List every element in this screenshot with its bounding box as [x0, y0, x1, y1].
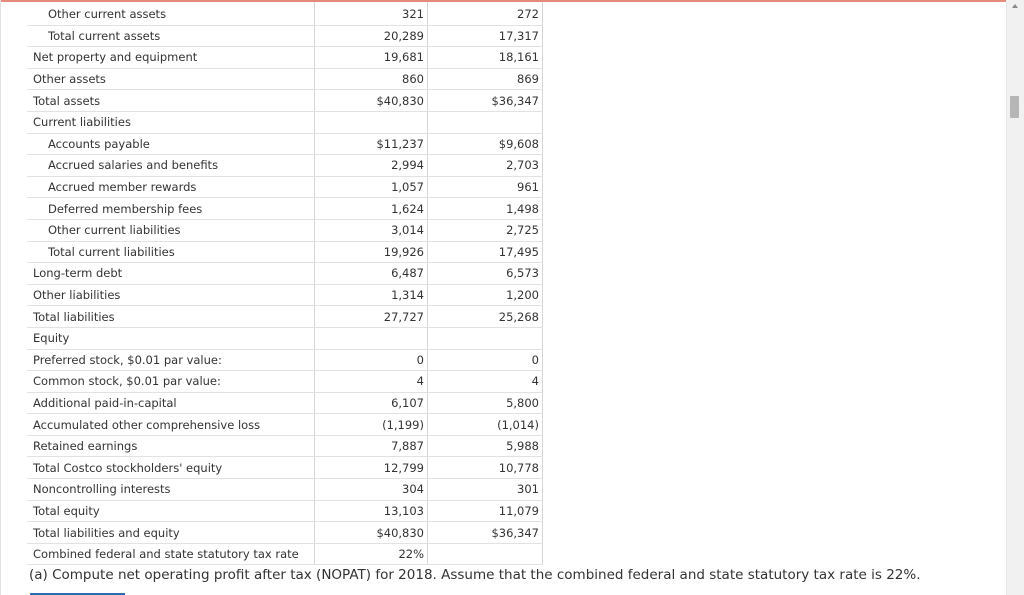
table-row	[27, 90, 543, 112]
table-row	[27, 284, 543, 306]
value-2017	[428, 543, 543, 565]
value-2017: 2,725	[428, 219, 543, 241]
row-label: Accumulated other comprehensive loss	[27, 414, 315, 436]
table-row	[27, 522, 543, 544]
value-2018: 27,727	[315, 306, 428, 328]
balance-sheet-rows	[27, 2, 543, 565]
row-label: Total assets	[27, 90, 315, 112]
value-2018: 321	[315, 4, 428, 25]
row-label: Current liabilities	[27, 111, 315, 133]
value-2017: 0	[428, 349, 543, 371]
value-2018: 6,107	[315, 392, 428, 414]
table-row	[27, 392, 543, 414]
value-2018: $40,830	[315, 90, 428, 112]
table-row	[27, 349, 543, 371]
value-2018	[315, 327, 428, 349]
row-label: Other liabilities	[27, 284, 315, 306]
value-2017: $36,347	[428, 522, 543, 544]
table-row	[27, 263, 543, 285]
table-row	[27, 111, 543, 133]
row-label: Preferred stock, $0.01 par value:	[27, 349, 315, 371]
value-2018: 22%	[315, 543, 428, 565]
question-text: (a) Compute net operating profit after tax (NOPAT) for 2018. Assume that the combined federal and state statutory tax rate is 22%.	[29, 567, 921, 583]
value-2018: 4	[315, 371, 428, 393]
value-2017: 17,317	[428, 25, 543, 47]
row-label: Total current assets	[27, 25, 315, 47]
left-border	[0, 0, 1, 595]
value-2018: $40,830	[315, 522, 428, 544]
value-2018: 1,624	[315, 198, 428, 220]
value-2018: 0	[315, 349, 428, 371]
vertical-scrollbar[interactable]	[1006, 0, 1024, 595]
table-row	[27, 4, 543, 25]
value-2017: 1,498	[428, 198, 543, 220]
value-2017: 272	[428, 4, 543, 25]
scroll-thumb[interactable]	[1010, 96, 1019, 118]
row-label: Other current assets	[27, 4, 315, 25]
value-2018: 860	[315, 68, 428, 90]
table-row	[27, 219, 543, 241]
row-label: Deferred membership fees	[27, 198, 315, 220]
value-2017: 10,778	[428, 457, 543, 479]
value-2018: 3,014	[315, 219, 428, 241]
row-label: Total liabilities and equity	[27, 522, 315, 544]
value-2017: 5,988	[428, 435, 543, 457]
row-label: Long-term debt	[27, 263, 315, 285]
row-label: Net property and equipment	[27, 47, 315, 69]
value-2017: 2,703	[428, 155, 543, 177]
table-row	[27, 500, 543, 522]
row-label: Accrued member rewards	[27, 176, 315, 198]
row-label: Other current liabilities	[27, 219, 315, 241]
table-row	[27, 457, 543, 479]
value-2017: 4	[428, 371, 543, 393]
value-2018: 1,057	[315, 176, 428, 198]
value-2018: 304	[315, 479, 428, 501]
value-2017: 6,573	[428, 263, 543, 285]
value-2017	[428, 327, 543, 349]
value-2018: 19,926	[315, 241, 428, 263]
table-row	[27, 241, 543, 263]
value-2018	[315, 111, 428, 133]
value-2018: (1,199)	[315, 414, 428, 436]
table-row	[27, 543, 543, 565]
table-row	[27, 133, 543, 155]
value-2018: 19,681	[315, 47, 428, 69]
row-label: Accrued salaries and benefits	[27, 155, 315, 177]
value-2017: 25,268	[428, 306, 543, 328]
row-label: Equity	[27, 327, 315, 349]
table-row	[27, 479, 543, 501]
row-label: Combined federal and state statutory tax rate	[27, 543, 315, 565]
table-row	[27, 306, 543, 328]
value-2017: 11,079	[428, 500, 543, 522]
table-row	[27, 327, 543, 349]
value-2017: (1,014)	[428, 414, 543, 436]
value-2017: $9,608	[428, 133, 543, 155]
value-2018: 6,487	[315, 263, 428, 285]
row-label: Total equity	[27, 500, 315, 522]
value-2017: 869	[428, 68, 543, 90]
value-2018: 2,994	[315, 155, 428, 177]
value-2017: 301	[428, 479, 543, 501]
value-2018: 20,289	[315, 25, 428, 47]
value-2018: 12,799	[315, 457, 428, 479]
value-2018: 13,103	[315, 500, 428, 522]
table-row	[27, 414, 543, 436]
table-row	[27, 155, 543, 177]
row-label: Total current liabilities	[27, 241, 315, 263]
table-row	[27, 68, 543, 90]
row-label: Retained earnings	[27, 435, 315, 457]
table-row	[27, 435, 543, 457]
value-2018: 7,887	[315, 435, 428, 457]
table-row	[27, 47, 543, 69]
row-label: Total Costco stockholders' equity	[27, 457, 315, 479]
value-2017: $36,347	[428, 90, 543, 112]
value-2017: 5,800	[428, 392, 543, 414]
value-2017: 18,161	[428, 47, 543, 69]
row-label: Accounts payable	[27, 133, 315, 155]
row-label: Common stock, $0.01 par value:	[27, 371, 315, 393]
value-2017	[428, 111, 543, 133]
balance-sheet-table	[27, 2, 543, 565]
scroll-up-arrow-icon[interactable]	[1012, 4, 1018, 8]
table-row	[27, 371, 543, 393]
value-2017: 1,200	[428, 284, 543, 306]
row-label: Other assets	[27, 68, 315, 90]
table-row	[27, 25, 543, 47]
table-row	[27, 198, 543, 220]
value-2018: 1,314	[315, 284, 428, 306]
row-label: Total liabilities	[27, 306, 315, 328]
row-label: Noncontrolling interests	[27, 479, 315, 501]
value-2018: $11,237	[315, 133, 428, 155]
table-row	[27, 176, 543, 198]
value-2017: 17,495	[428, 241, 543, 263]
value-2017: 961	[428, 176, 543, 198]
row-label: Additional paid-in-capital	[27, 392, 315, 414]
